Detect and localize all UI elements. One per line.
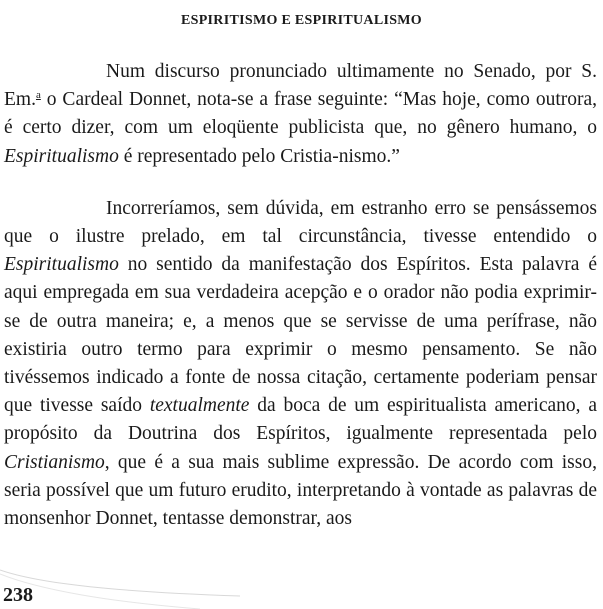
text-run: da boca de um espiritualista americano, a propósito da Doutrina dos Espíritos, igualmente representada pelo [4,395,597,445]
text-run: o Cardeal Donnet, nota-se a frase seguinte: “Mas hoje, como outrora, é certo dizer, com um eloqüente publicista que, no gênero humano, o [4,89,597,139]
text-run: , que é a sua mais sublime expressão. De acordo com isso, seria possível que um futuro erudito, interpretando à vontade as palavras de monsenhor Donnet, tentasse demonstrar, aos [4,451,597,530]
italic-term: textualmente [149,395,250,417]
page-curl-shadow [0,560,240,609]
text-run: Num discurso pronunciado ultimamente no Senado, por S. Em. [4,61,597,111]
ordinal-superscript: a [35,89,41,102]
paragraph [4,58,597,171]
text-run: no sentido da manifestação dos Espíritos. Esta palavra é aqui empregada em sua verdadeira acepção e o orador não podia exprimir-se de outra maneira; e, a menos que se servisse de uma perífrase, não existiria outro termo para exprimir o mesmo pensamento. Se não tivéssemos indicado a fonte de nossa citação, certamente poderiam pensar que tivesse saído [4,254,597,417]
text-run: é representado pelo Cristia-nismo.” [118,145,400,167]
paragraph [4,195,597,533]
running-head: ESPIRITISMO E ESPIRITUALISMO [180,13,422,28]
page-number: 238 [3,584,33,606]
italic-term: Cristianismo [4,451,105,473]
body-text [4,58,597,533]
text-run: Incorreríamos, sem dúvida, em estranho erro se pensássemos que o ilustre prelado, em tal circunstância, tivesse entendido o [4,197,597,248]
italic-term: Espiritualismo [4,254,119,276]
italic-term: Espiritualismo [4,145,119,167]
